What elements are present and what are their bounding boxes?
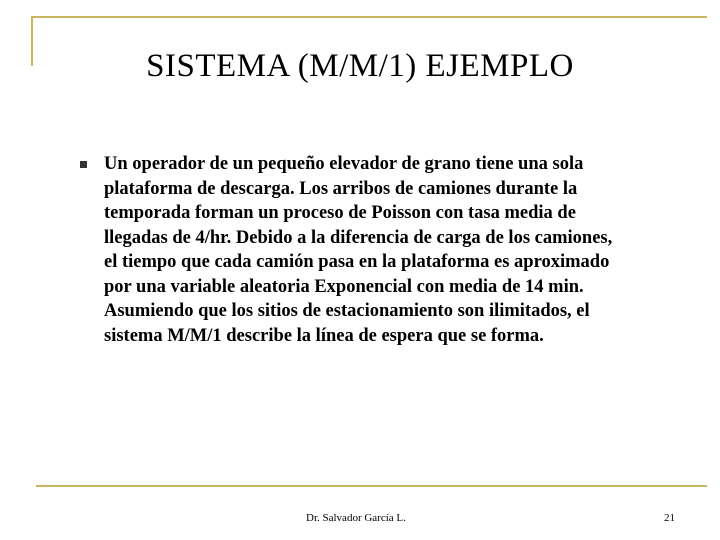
slide-title: SISTEMA (M/M/1) EJEMPLO <box>146 48 574 84</box>
bullet-line: Un operador de un pequeño elevador de grano tiene una sola <box>104 154 584 174</box>
bullet-line: por una variable aleatoria Exponencial con media de 14 min. <box>104 276 584 297</box>
footer-author: Dr. Salvador García L. <box>306 512 406 524</box>
bullet-line: temporada forman un proceso de Poisson con tasa media de <box>104 203 576 223</box>
frame-top-rule <box>31 16 707 18</box>
bullet-line: plataforma de descarga. Los arribos de camiones durante la <box>104 178 578 199</box>
frame-bottom-rule <box>36 485 707 487</box>
bullet-line: Asumiendo que los sitios de estacionamiento son ilimitados, el <box>104 301 590 321</box>
bullet-line: sistema M/M/1 describe la línea de espera que se forma. <box>104 325 544 346</box>
bullet-text <box>104 152 704 348</box>
page-number: 21 <box>664 512 675 524</box>
bullet-line: el tiempo que cada camión pasa en la plataforma es aproximado <box>104 252 610 272</box>
square-bullet-icon <box>80 161 87 168</box>
bullet-line: llegadas de 4/hr. Debido a la diferencia de carga de los camiones, <box>104 227 613 248</box>
